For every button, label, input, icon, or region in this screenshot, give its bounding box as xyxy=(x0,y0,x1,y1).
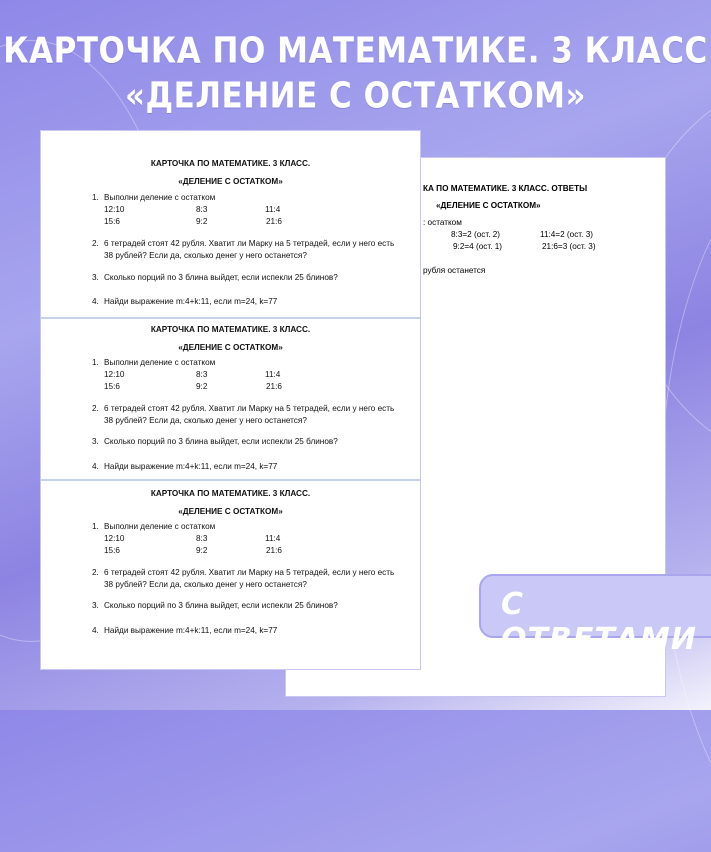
task-4-text: Найди выражение m:4+k:11, если m=24, k=77 xyxy=(104,297,278,306)
task-3-text: Сколько порций по 3 блина выйдет, если испекли 25 блинов? xyxy=(104,601,338,610)
card-title: КАРТОЧКА ПО МАТЕМАТИКЕ. 3 КЛАСС. xyxy=(150,489,311,498)
headline-line-1: КАРТОЧКА ПО МАТЕМАТИКЕ. 3 КЛАСС xyxy=(3,30,708,72)
task-number: 3. xyxy=(92,273,99,282)
answer-cell: 11:4=2 (ост. 3) xyxy=(540,230,593,239)
answers-title: КА ПО МАТЕМАТИКЕ. 3 КЛАСС. ОТВЕТЫ xyxy=(423,184,588,193)
division-cell: 9:2 xyxy=(196,546,208,555)
task-3-text: Сколько порций по 3 блина выйдет, если испекли 25 блинов? xyxy=(104,273,338,282)
answers-task1-fragment: : остатком xyxy=(423,218,462,227)
answers-subtitle: «ДЕЛЕНИЕ С ОСТАТКОМ» xyxy=(436,201,541,210)
division-cell: 15:6 xyxy=(104,217,120,226)
task-1-text: Выполни деление с остатком xyxy=(104,193,216,202)
task-4-text: Найди выражение m:4+k:11, если m=24, k=77 xyxy=(104,626,278,635)
division-cell: 21:6 xyxy=(266,546,282,555)
task-number: 4. xyxy=(92,297,99,306)
worksheet-card xyxy=(41,479,420,669)
division-cell: 11:4 xyxy=(265,205,281,214)
task-number: 3. xyxy=(92,437,99,446)
division-cell: 8:3 xyxy=(196,205,208,214)
answer-cell: 9:2=4 (ост. 1) xyxy=(453,242,503,251)
task-1-text: Выполни деление с остатком xyxy=(104,522,216,531)
worksheet-card xyxy=(41,131,420,317)
task-number: 1. xyxy=(92,522,99,531)
badge-label: С ОТВЕТАМИ xyxy=(501,587,697,657)
division-cell: 11:4 xyxy=(265,370,281,379)
task-2-line-1: 6 тетрадей стоят 42 рубля. Хватит ли Марку на 5 тетрадей, если у него есть xyxy=(104,404,395,413)
headline-line-2: «ДЕЛЕНИЕ С ОСТАТКОМ» xyxy=(124,75,587,117)
task-2-line-2: 38 рублей? Если да, сколько денег у него останется? xyxy=(104,416,307,425)
with-answers-badge xyxy=(479,574,711,657)
division-cell: 12:10 xyxy=(104,534,125,543)
division-cell: 9:2 xyxy=(196,217,208,226)
division-cell: 12:10 xyxy=(104,205,125,214)
task-number: 4. xyxy=(92,626,99,635)
card-title: КАРТОЧКА ПО МАТЕМАТИКЕ. 3 КЛАСС. xyxy=(150,325,311,334)
division-cell: 11:4 xyxy=(265,534,281,543)
task-number: 2. xyxy=(92,404,99,413)
worksheet-page xyxy=(40,130,421,670)
task-number: 2. xyxy=(92,568,99,577)
card-subtitle: «ДЕЛЕНИЕ С ОСТАТКОМ» xyxy=(178,343,283,352)
task-number: 2. xyxy=(92,239,99,248)
division-cell: 9:2 xyxy=(196,382,208,391)
division-cell: 8:3 xyxy=(196,534,208,543)
division-cell: 15:6 xyxy=(104,382,120,391)
task-number: 1. xyxy=(92,193,99,202)
task-number: 4. xyxy=(92,462,99,471)
division-cell: 21:6 xyxy=(266,217,282,226)
task-number: 1. xyxy=(92,358,99,367)
task-2-line-2: 38 рублей? Если да, сколько денег у него останется? xyxy=(104,251,307,260)
task-2-line-1: 6 тетрадей стоят 42 рубля. Хватит ли Марку на 5 тетрадей, если у него есть xyxy=(104,568,395,577)
task-2-line-1: 6 тетрадей стоят 42 рубля. Хватит ли Марку на 5 тетрадей, если у него есть xyxy=(104,239,395,248)
answers-task2-fragment: рубля останется xyxy=(423,266,486,275)
worksheet-card xyxy=(41,317,420,479)
task-3-text: Сколько порций по 3 блина выйдет, если испекли 25 блинов? xyxy=(104,437,338,446)
division-cell: 12:10 xyxy=(104,370,125,379)
task-2-line-2: 38 рублей? Если да, сколько денег у него останется? xyxy=(104,580,307,589)
background-arc xyxy=(660,150,711,852)
division-cell: 21:6 xyxy=(266,382,282,391)
card-title: КАРТОЧКА ПО МАТЕМАТИКЕ. 3 КЛАСС. xyxy=(150,159,311,168)
task-4-text: Найди выражение m:4+k:11, если m=24, k=77 xyxy=(104,462,278,471)
task-1-text: Выполни деление с остатком xyxy=(104,358,216,367)
answer-cell: 21:6=3 (ост. 3) xyxy=(542,242,596,251)
task-number: 3. xyxy=(92,601,99,610)
card-subtitle: «ДЕЛЕНИЕ С ОСТАТКОМ» xyxy=(178,177,283,186)
division-cell: 8:3 xyxy=(196,370,208,379)
card-subtitle: «ДЕЛЕНИЕ С ОСТАТКОМ» xyxy=(178,507,283,516)
division-cell: 15:6 xyxy=(104,546,120,555)
answer-cell: 8:3=2 (ост. 2) xyxy=(451,230,501,239)
